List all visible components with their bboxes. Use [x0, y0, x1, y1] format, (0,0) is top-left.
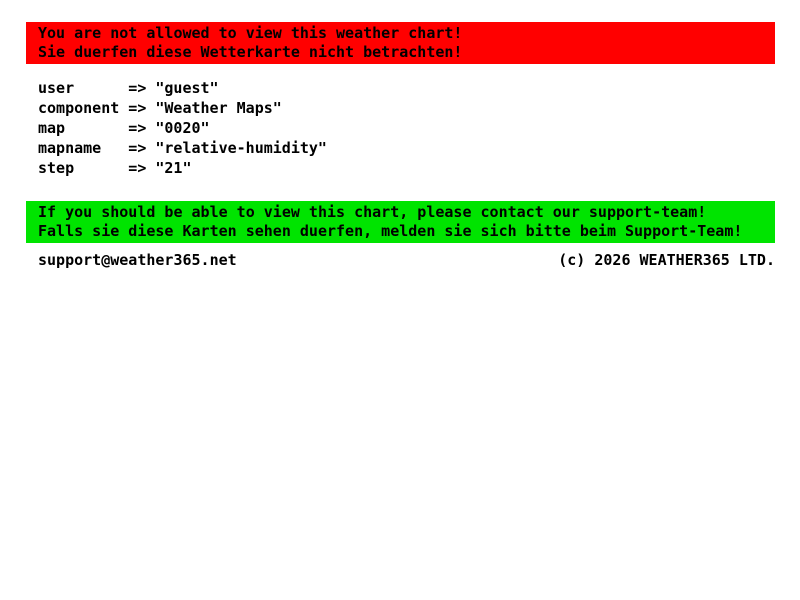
access-denied-page [26, 22, 775, 270]
detail-key: component [38, 99, 120, 117]
detail-value: "21" [155, 159, 192, 177]
support-message-german: Falls sie diese Karten sehen duerfen, melden sie sich bitte beim Support-Team! [38, 222, 743, 240]
arrow-glyph: => [128, 99, 147, 117]
footer [26, 250, 775, 270]
detail-row-user [38, 78, 775, 98]
arrow-glyph: => [128, 79, 147, 97]
detail-row-map [38, 118, 775, 138]
error-message-german: Sie duerfen diese Wetterkarte nicht betrachten! [38, 43, 463, 61]
arrow-glyph: => [128, 139, 147, 157]
error-banner [26, 22, 775, 64]
detail-value: "0020" [155, 119, 210, 137]
detail-row-step [38, 158, 775, 178]
copyright-notice: (c) 2026 WEATHER365 LTD. [558, 251, 775, 269]
error-message-english: You are not allowed to view this weather chart! [38, 24, 463, 42]
support-message-english: If you should be able to view this chart, please contact our support-team! [38, 203, 707, 221]
detail-value: "guest" [155, 79, 219, 97]
detail-row-component [38, 98, 775, 118]
request-details [38, 78, 775, 178]
support-banner [26, 201, 775, 243]
detail-key: map [38, 119, 66, 137]
detail-key: user [38, 79, 75, 97]
detail-key: mapname [38, 139, 102, 157]
detail-value: "Weather Maps" [155, 99, 282, 117]
detail-row-mapname [38, 138, 775, 158]
arrow-glyph: => [128, 159, 147, 177]
detail-key: step [38, 159, 75, 177]
arrow-glyph: => [128, 119, 147, 137]
detail-value: "relative-humidity" [155, 139, 327, 157]
support-email: support@weather365.net [38, 251, 237, 269]
